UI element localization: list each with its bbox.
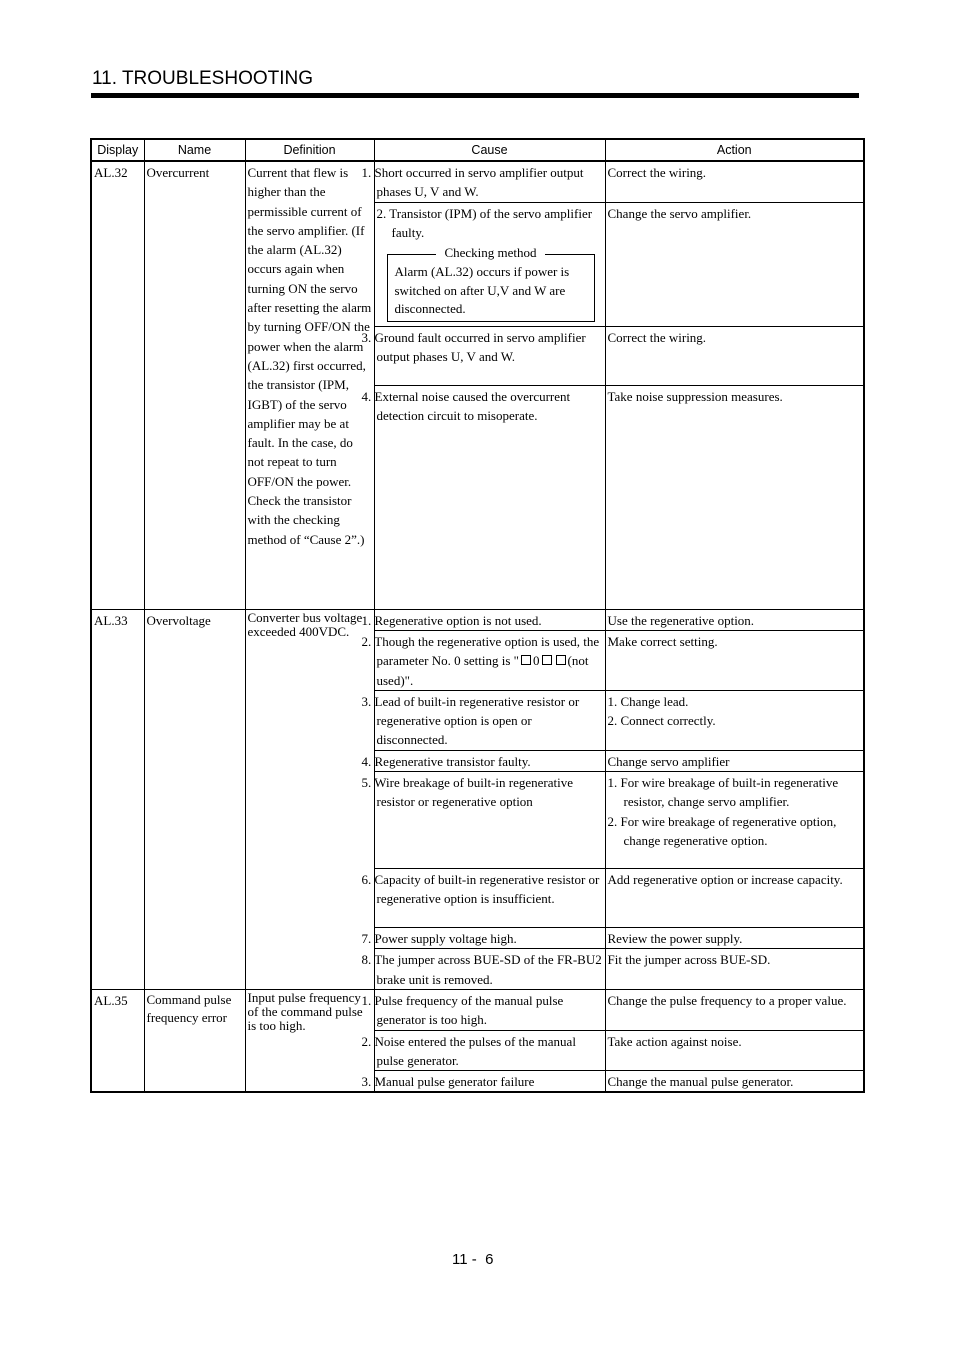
action-cell: Correct the wiring.	[605, 326, 864, 385]
alarm-name-al32: Overcurrent	[144, 161, 245, 609]
action-cell	[605, 690, 864, 750]
table-header-row	[91, 139, 864, 161]
alarm-name-al33: Overvoltage	[144, 609, 245, 989]
checking-method-box	[387, 245, 595, 322]
action-cell: Change the pulse frequency to a proper value.	[605, 989, 864, 1030]
action-cell: Make correct setting.	[605, 630, 864, 690]
cause-cell: 3. Manual pulse generator failure	[374, 1071, 605, 1093]
cause-cell: 6. Capacity of built-in regenerative resistor or regenerative option is insufficient.	[374, 869, 605, 928]
page-header-title: 11. TROUBLESHOOTING	[92, 68, 314, 89]
blank-digit-box	[542, 655, 552, 665]
action-line: 1. Change lead.	[607, 693, 689, 709]
column-header-name: Name	[144, 139, 245, 161]
alarm-name-al35: Command pulse frequency error	[144, 989, 245, 1092]
blank-digit-box	[556, 655, 566, 665]
cause-cell	[374, 202, 605, 326]
alarm-definition-al33: Converter bus voltage exceeded 400VDC.	[245, 609, 374, 989]
cause-cell: 2. Noise entered the pulses of the manual pulse generator.	[374, 1030, 605, 1071]
action-line: 2. For wire breakage of regenerative option, change regenerative option.	[607, 813, 837, 848]
table-row	[91, 609, 864, 630]
alarm-display-al35: AL.35	[91, 989, 144, 1092]
cause-cell: 1. Short occurred in servo amplifier output phases U, V and W.	[374, 161, 605, 202]
action-cell	[605, 772, 864, 869]
action-line: 2. Connect correctly.	[607, 713, 716, 729]
table-row	[91, 989, 864, 1030]
checking-method-text: Alarm (AL.32) occurs if power is switched on after U,V and W are disconnected.	[394, 264, 570, 317]
action-cell: Change servo amplifier	[605, 750, 864, 771]
action-cell: Use the regenerative option.	[605, 609, 864, 630]
column-header-action: Action	[605, 139, 864, 161]
column-header-display: Display	[91, 139, 144, 161]
alarm-troubleshooting-table	[90, 138, 865, 1093]
action-cell: Take action against noise.	[605, 1030, 864, 1071]
cause-cell: 1. Pulse frequency of the manual pulse generator is too high.	[374, 989, 605, 1030]
cause-cell: 4. External noise caused the overcurrent detection circuit to misoperate.	[374, 385, 605, 609]
alarm-display-al33: AL.33	[91, 609, 144, 989]
action-line: 1. For wire breakage of built-in regenerative resistor, change servo amplifier.	[607, 775, 839, 810]
cause-cell: 3. Lead of built-in regenerative resistor or regenerative option is open or disconnected.	[374, 690, 605, 750]
action-cell: Fit the jumper across BUE-SD.	[605, 949, 864, 990]
alarm-definition-al35: Input pulse frequency of the command pulse is too high.	[245, 989, 374, 1092]
column-header-definition: Definition	[245, 139, 374, 161]
column-header-cause: Cause	[374, 139, 605, 161]
cause-cell: 5. Wire breakage of built-in regenerative resistor or regenerative option	[374, 772, 605, 869]
table-row	[91, 161, 864, 202]
action-cell: Review the power supply.	[605, 928, 864, 949]
checking-method-title: Checking method	[388, 244, 594, 263]
blank-digit-box	[521, 655, 531, 665]
cause-cell: 3. Ground fault occurred in servo amplifier output phases U, V and W.	[374, 326, 605, 385]
cause-cell: 7. Power supply voltage high.	[374, 928, 605, 949]
action-cell: Change the manual pulse generator.	[605, 1071, 864, 1093]
cause-cell: 2. Though the regenerative option is used, the parameter No. 0 setting is " 0 (not used)".	[374, 630, 605, 690]
action-cell: Change the servo amplifier.	[605, 202, 864, 326]
cause-cell: 4. Regenerative transistor faulty.	[374, 750, 605, 771]
action-cell: Take noise suppression measures.	[605, 385, 864, 609]
alarm-definition-al32: Current that flew is higher than the permissible current of the servo amplifier. (If the alarm (AL.32) occurs again when turning ON the servo after resetting the alarm by turning OFF/ON the power when the alarm (AL.32) first occurred, the transistor (IPM, IGBT) of the servo amplifier may be at fault. In the case, do not repeat to turn OFF/ON the power. Check the transistor with the checking method of “Cause 2”.)	[245, 161, 374, 609]
cause-cell: 8. The jumper across BUE-SD of the FR-BU2 brake unit is removed.	[374, 949, 605, 990]
header-rule	[91, 93, 859, 98]
page-number: 11 - 6	[452, 1251, 494, 1268]
action-cell: Correct the wiring.	[605, 161, 864, 202]
cause-cell: 1. Regenerative option is not used.	[374, 609, 605, 630]
alarm-display-al32: AL.32	[91, 161, 144, 609]
action-cell: Add regenerative option or increase capacity.	[605, 869, 864, 928]
cause-text: 2. Transistor (IPM) of the servo amplifier faulty.	[376, 205, 593, 240]
